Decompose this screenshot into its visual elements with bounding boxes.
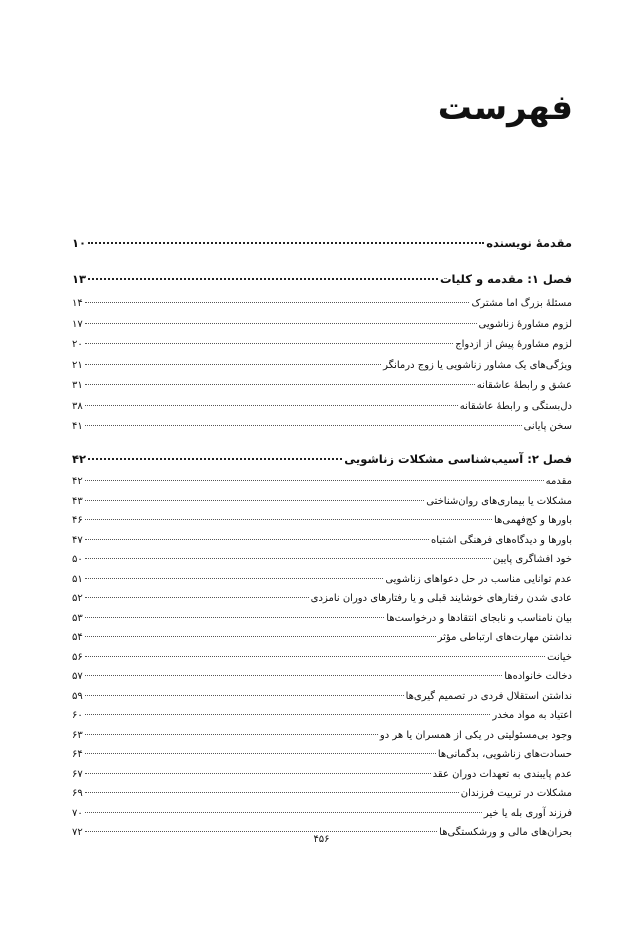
toc-chapter-1 (72, 272, 572, 442)
dot-leader (85, 519, 492, 520)
toc-entry-label: لزوم مشاورهٔ پیش از ازدواج (455, 339, 572, 350)
toc-entry-label: باورها و کج‌فهمی‌ها (493, 515, 572, 526)
toc-entry[interactable] (72, 319, 572, 340)
toc-entry-page: ۴۱ (72, 421, 83, 432)
toc-entry-page: ۶۳ (72, 729, 83, 741)
dot-leader (85, 714, 491, 715)
toc-entry-page: ۵۳ (72, 612, 83, 624)
toc-entry-intro[interactable] (72, 236, 572, 250)
dot-leader (85, 831, 437, 832)
toc-entry-page: ۳۱ (72, 380, 83, 391)
toc-entry-label: عشق و رابطهٔ عاشقانه (476, 380, 572, 391)
toc-entry[interactable] (72, 476, 572, 496)
dot-leader (85, 364, 381, 365)
toc-entry-label: دخالت خانواده‌ها (504, 671, 572, 682)
toc-entry[interactable] (72, 515, 572, 535)
toc-entry-page: ۴۲ (72, 452, 87, 466)
toc-entry-label: نداشتن مهارت‌های ارتباطی مؤثر (437, 632, 572, 643)
dot-leader (85, 500, 425, 501)
toc-entry[interactable] (72, 613, 572, 633)
dot-leader (85, 656, 545, 657)
toc-entry-label: لزوم مشاورهٔ زناشویی (478, 318, 572, 330)
toc-entry[interactable] (72, 769, 572, 789)
toc-entry[interactable] (72, 339, 572, 360)
toc-entry-label: مقدمه (545, 476, 572, 487)
dot-leader (85, 539, 429, 540)
toc-entry-page: ۵۰ (72, 554, 83, 565)
dot-leader (85, 675, 503, 676)
toc-entry[interactable] (72, 671, 572, 691)
page-title: فهرست (437, 88, 573, 128)
toc-entry-page: ۴۳ (72, 495, 83, 507)
toc-entry[interactable] (72, 380, 572, 401)
toc-entry[interactable] (72, 808, 572, 828)
toc-entry[interactable] (72, 632, 572, 652)
toc-entry[interactable] (72, 496, 572, 516)
toc-entry[interactable] (72, 652, 572, 672)
toc-entry-label: دل‌بستگی و رابطهٔ عاشقانه (459, 400, 572, 412)
toc-entry-label: مسئلهٔ بزرگ اما مشترک (471, 298, 572, 309)
toc-entry-page: ۵۹ (72, 690, 83, 702)
toc-entry-page: ۷۲ (72, 827, 83, 838)
toc-entry-page: ۷۰ (72, 807, 83, 819)
toc-entry-label: ویژگی‌های یک مشاور زناشویی یا زوج درمانگر (383, 359, 572, 371)
toc-chapter-heading[interactable] (72, 452, 572, 466)
dot-leader (85, 734, 378, 735)
toc-entry-label: فصل ۱: مقدمه و کلیات (439, 272, 572, 286)
toc-entry[interactable] (72, 298, 572, 319)
dot-leader (85, 425, 522, 426)
dot-leader (85, 302, 470, 303)
toc-entry[interactable] (72, 401, 572, 422)
toc-chapter-1-items (72, 298, 572, 442)
toc-entry-page: ۵۶ (72, 651, 83, 663)
toc-entry-label: بحران‌های مالی و ورشکستگی‌ها (439, 827, 572, 838)
toc-entry-label: حسادت‌های زناشویی، بدگمانی‌ها (437, 749, 572, 760)
toc-entry-label: فرزند آوری بله یا خیر (483, 807, 572, 819)
page-number: ۴۵۶ (313, 834, 330, 845)
dot-leader (85, 343, 453, 344)
toc-entry-page: ۱۷ (72, 318, 83, 330)
toc-chapter-heading[interactable] (72, 272, 572, 286)
toc-entry[interactable] (72, 749, 572, 769)
toc-intro (72, 236, 572, 250)
toc-entry-page: ۶۷ (72, 768, 83, 780)
toc-entry-page: ۶۰ (72, 710, 83, 721)
toc-entry-page: ۵۲ (72, 593, 83, 604)
dot-leader (85, 405, 458, 406)
toc-chapter-2-items (72, 476, 572, 847)
dot-leader (85, 558, 491, 559)
dot-leader (85, 384, 475, 385)
dot-leader (85, 323, 477, 324)
toc-entry-label: فصل ۲: آسیب‌شناسی مشکلات زناشویی (344, 452, 572, 466)
toc-entry-page: ۶۹ (72, 788, 83, 799)
dot-leader (85, 636, 436, 637)
toc-entry-page: ۱۳ (72, 272, 87, 286)
toc-entry-label: اعتیاد به مواد مخدر (492, 710, 572, 721)
toc-entry-label: سخن پایانی (523, 421, 572, 432)
toc-entry-page: ۳۸ (72, 400, 83, 412)
toc-entry-label: بیان نامناسب و نابجای انتقادها و درخواست‌ها (386, 612, 572, 624)
toc-entry-label: مشکلات یا بیماری‌های روان‌شناختی (426, 495, 572, 507)
toc-entry-page: ۱۰ (72, 236, 87, 250)
dot-leader (85, 753, 436, 754)
toc-entry[interactable] (72, 593, 572, 613)
toc-entry-page: ۱۴ (72, 298, 83, 309)
dot-leader (85, 578, 384, 579)
toc-entry-page: ۴۷ (72, 534, 83, 546)
toc-entry-label: عدم پایبندی به تعهدات دوران عقد (432, 768, 572, 780)
toc-entry-label: مقدمهٔ نویسنده (486, 236, 572, 250)
dot-leader (85, 480, 544, 481)
toc-entry[interactable] (72, 691, 572, 711)
dot-leader (85, 617, 385, 618)
toc-entry[interactable] (72, 360, 572, 381)
toc-entry-label: مشکلات در تربیت فرزندان (460, 788, 572, 799)
toc-entry-page: ۲۰ (72, 339, 83, 350)
toc-entry-page: ۴۶ (72, 515, 83, 526)
toc-entry-label: عادی شدن رفتارهای خوشایند قبلی و یا رفتارهای دوران نامزدی (310, 593, 572, 604)
toc-entry[interactable] (72, 554, 572, 574)
toc-entry-label: وجود بی‌مسئولیتی در یکی از همسران یا هر دو (379, 729, 572, 741)
toc-entry-label: باورها و دیدگاه‌های فرهنگی اشتباه (431, 534, 572, 546)
toc-entry-page: ۴۲ (72, 476, 83, 487)
toc-entry-label: خیانت (547, 651, 572, 663)
dot-leader (85, 597, 309, 598)
dot-leader (88, 458, 342, 460)
toc-entry-label: نداشتن استقلال فردی در تصمیم گیری‌ها (405, 690, 572, 702)
toc-entry-page: ۵۷ (72, 671, 83, 682)
toc-entry-page: ۶۴ (72, 749, 83, 760)
dot-leader (88, 242, 484, 244)
toc-entry-page: ۲۱ (72, 359, 83, 371)
toc-entry-label: خود افشاگری پایین (492, 554, 572, 565)
toc-entry[interactable] (72, 730, 572, 750)
toc-entry-page: ۵۱ (72, 573, 83, 585)
toc-entry[interactable] (72, 788, 572, 808)
dot-leader (85, 773, 431, 774)
toc-entry[interactable] (72, 421, 572, 442)
toc-entry-page: ۵۴ (72, 632, 83, 643)
dot-leader (85, 812, 482, 813)
dot-leader (85, 792, 459, 793)
dot-leader (85, 695, 404, 696)
toc-entry-label: عدم توانایی مناسب در حل دعواهای زناشویی (385, 573, 572, 585)
toc-entry[interactable] (72, 535, 572, 555)
toc-entry[interactable] (72, 574, 572, 594)
toc-entry[interactable] (72, 710, 572, 730)
dot-leader (88, 278, 438, 280)
toc-chapter-2 (72, 452, 572, 847)
